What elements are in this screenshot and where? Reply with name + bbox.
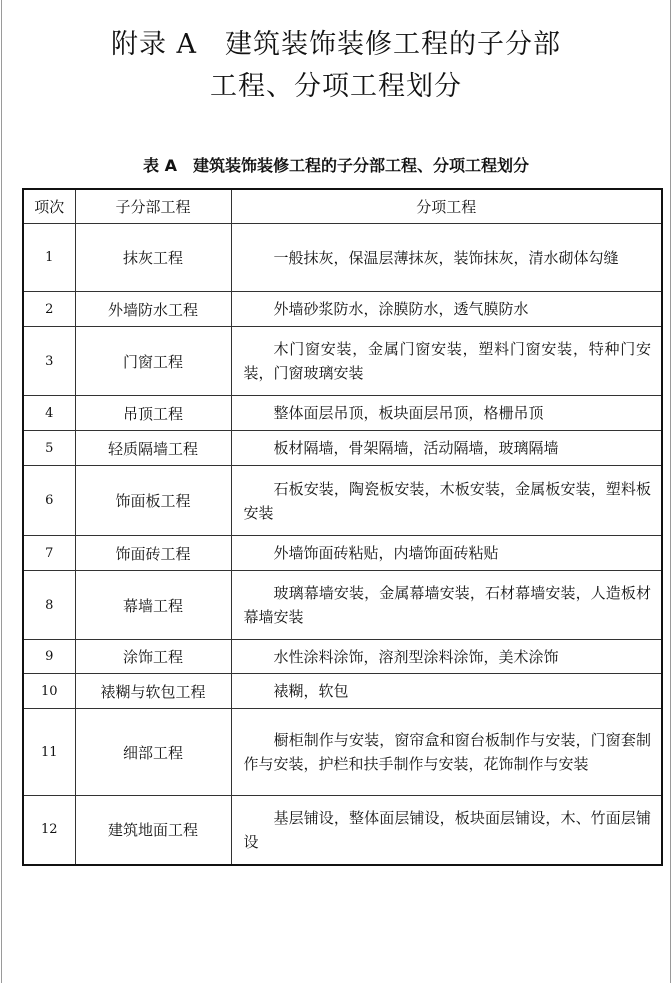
table-row xyxy=(23,431,662,466)
row-items: 石板安装，陶瓷板安装，木板安装，金属板安装，塑料板安装 xyxy=(231,466,662,536)
row-items: 基层铺设，整体面层铺设，板块面层铺设，木、竹面层铺设 xyxy=(231,796,662,865)
header-no: 项次 xyxy=(23,189,75,224)
row-items: 外墙砂浆防水，涂膜防水，透气膜防水 xyxy=(231,292,662,327)
row-no: 12 xyxy=(23,796,75,865)
row-items: 一般抹灰，保温层薄抹灰，装饰抹灰，清水砌体勾缝 xyxy=(231,224,662,292)
table-row xyxy=(23,292,662,327)
appendix-title-line-2: 工程、分项工程划分 xyxy=(210,71,462,102)
row-sub-division: 吊顶工程 xyxy=(75,396,231,431)
table-row xyxy=(23,536,662,571)
row-items: 板材隔墙，骨架隔墙，活动隔墙，玻璃隔墙 xyxy=(231,431,662,466)
row-no: 11 xyxy=(23,709,75,796)
appendix-title-line-1: 附录 A 建筑装饰装修工程的子分部 xyxy=(110,29,562,60)
table-row xyxy=(23,796,662,865)
row-no: 2 xyxy=(23,292,75,327)
row-sub-division: 涂饰工程 xyxy=(75,640,231,674)
row-no: 5 xyxy=(23,431,75,466)
row-sub-division: 外墙防水工程 xyxy=(75,292,231,327)
row-no: 7 xyxy=(23,536,75,571)
table-row xyxy=(23,674,662,709)
row-items: 水性涂料涂饰，溶剂型涂料涂饰，美术涂饰 xyxy=(231,640,662,674)
table-row xyxy=(23,224,662,292)
row-no: 4 xyxy=(23,396,75,431)
row-sub-division: 裱糊与软包工程 xyxy=(75,674,231,709)
page-edge-left xyxy=(1,0,2,983)
appendix-title xyxy=(0,24,672,108)
table-row xyxy=(23,640,662,674)
row-items: 木门窗安装，金属门窗安装，塑料门窗安装，特种门安装，门窗玻璃安装 xyxy=(231,327,662,396)
row-sub-division: 门窗工程 xyxy=(75,327,231,396)
header-items: 分项工程 xyxy=(231,189,662,224)
row-sub-division: 细部工程 xyxy=(75,709,231,796)
row-sub-division: 饰面板工程 xyxy=(75,466,231,536)
row-items: 橱柜制作与安装，窗帘盒和窗台板制作与安装，门窗套制作与安装，护栏和扶手制作与安装，花饰制作与安装 xyxy=(231,709,662,796)
row-sub-division: 建筑地面工程 xyxy=(75,796,231,865)
division-table xyxy=(22,188,663,866)
table-caption: 表 A 建筑装饰装修工程的子分部工程、分项工程划分 xyxy=(143,156,529,175)
row-sub-division: 幕墙工程 xyxy=(75,571,231,640)
table-row xyxy=(23,327,662,396)
row-items: 玻璃幕墙安装，金属幕墙安装，石材幕墙安装，人造板材幕墙安装 xyxy=(231,571,662,640)
row-no: 8 xyxy=(23,571,75,640)
table-row xyxy=(23,571,662,640)
table-row xyxy=(23,466,662,536)
row-no: 3 xyxy=(23,327,75,396)
row-items: 整体面层吊顶，板块面层吊顶，格栅吊顶 xyxy=(231,396,662,431)
table-header-row xyxy=(23,189,662,224)
row-no: 1 xyxy=(23,224,75,292)
table-row xyxy=(23,396,662,431)
row-items: 裱糊，软包 xyxy=(231,674,662,709)
header-sub-division: 子分部工程 xyxy=(75,189,231,224)
row-sub-division: 轻质隔墙工程 xyxy=(75,431,231,466)
row-items: 外墙饰面砖粘贴，内墙饰面砖粘贴 xyxy=(231,536,662,571)
row-sub-division: 饰面砖工程 xyxy=(75,536,231,571)
row-no: 6 xyxy=(23,466,75,536)
row-no: 10 xyxy=(23,674,75,709)
table-row xyxy=(23,709,662,796)
row-sub-division: 抹灰工程 xyxy=(75,224,231,292)
page-edge-right xyxy=(670,0,671,983)
row-no: 9 xyxy=(23,640,75,674)
